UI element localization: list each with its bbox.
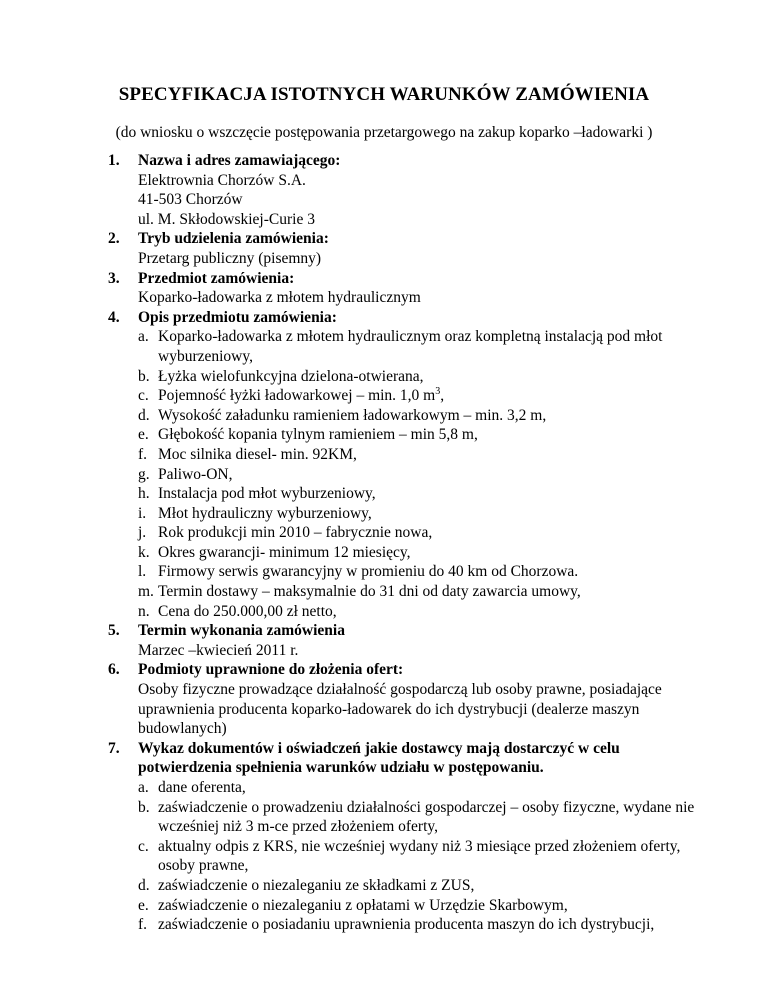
list-item [138, 876, 698, 896]
item-letter: a. [138, 328, 149, 346]
list-item [138, 465, 698, 485]
item-letter: j. [138, 524, 147, 542]
item-letter: f. [138, 916, 148, 934]
item-letter: k. [138, 543, 150, 561]
item-letter: f. [138, 445, 148, 463]
section-7 [108, 739, 698, 935]
list-item [138, 327, 698, 366]
documents-list [138, 778, 698, 935]
section-heading: Opis przedmiotu zamówienia: [138, 308, 337, 326]
list-item [138, 837, 698, 876]
item-letter: e. [138, 426, 149, 444]
section-number: 4. [108, 308, 120, 326]
section-heading: Przedmiot zamówienia: [138, 269, 295, 287]
item-text: zaświadczenie o niezaleganiu z opłatami w Urzędzie Skarbowym, [158, 896, 568, 914]
list-item [138, 523, 698, 543]
list-item [138, 602, 698, 622]
item-text: zaświadczenie o niezaleganiu ze składkami z ZUS, [158, 876, 475, 894]
section-line: Przetarg publiczny (pisemny) [138, 249, 322, 267]
section-number: 1. [108, 152, 120, 169]
item-text: dane oferenta, [158, 779, 246, 796]
item-text-suffix: , [440, 387, 445, 405]
section-2 [108, 229, 698, 268]
section-3 [108, 269, 698, 308]
section-heading: Podmioty uprawnione do złożenia ofert: [138, 661, 404, 679]
item-text: Firmowy serwis gwarancyjny w promieniu do 40 km od Chorzowa. [158, 563, 579, 581]
list-item [138, 484, 698, 504]
item-letter: n. [138, 602, 150, 620]
item-text: Głębokość kopania tylnym ramieniem – min 5,8 m, [158, 426, 478, 444]
item-text: Wysokość załadunku ramieniem ładowarkowym – min. 3,2 m, [158, 406, 547, 424]
list-item [138, 504, 698, 524]
item-letter: c. [138, 387, 149, 405]
section-heading: Tryb udzielenia zamówienia: [138, 230, 329, 248]
document-subtitle: (do wniosku o wszczęcie postępowania przetargowego na zakup koparko –ładowarki ) [115, 124, 653, 141]
section-number: 7. [108, 739, 120, 757]
document-body [108, 151, 698, 935]
item-letter: e. [138, 896, 149, 914]
list-item [138, 425, 698, 445]
list-item [138, 896, 698, 916]
section-line: Marzec –kwiecień 2011 r. [138, 641, 299, 659]
section-heading: Nazwa i adres zamawiającego: [138, 152, 341, 169]
section-heading: Wykaz dokumentów i oświadczeń jakie dostawcy mają dostarczyć w celu potwierdzenia spełnienia warunków udziału w postępowaniu. [138, 739, 620, 777]
list-item [138, 445, 698, 465]
list-item [138, 406, 698, 426]
section-number: 3. [108, 269, 120, 287]
list-item [138, 582, 698, 602]
spec-list [138, 327, 698, 621]
item-text: Rok produkcji min 2010 – fabrycznie nowa, [158, 524, 433, 542]
item-text: Koparko-ładowarka z młotem hydraulicznym oraz kompletną instalacją pod młot wyburzeniowy, [158, 328, 663, 365]
list-item [138, 386, 698, 406]
item-letter: i. [138, 504, 147, 522]
list-item [138, 915, 698, 935]
section-paragraph: Osoby fizyczne prowadzące działalność gospodarczą lub osoby prawne, posiadające uprawnienia producenta koparko-ładowarek do ich dystrybucji (dealerze maszyn budowlanych) [138, 681, 662, 738]
item-letter: d. [138, 876, 150, 894]
list-item [138, 798, 698, 837]
item-text: aktualny odpis z KRS, nie wcześniej wydany niż 3 miesiące przed złożeniem oferty, osoby prawne, [158, 837, 681, 875]
item-text: Łyżka wielofunkcyjna dzielona-otwierana, [158, 367, 424, 385]
item-text: zaświadczenie o posiadaniu uprawnienia producenta maszyn do ich dystrybucji, [158, 916, 655, 934]
item-text: zaświadczenie o prowadzeniu działalności gospodarczej – osoby fizyczne, wydane nie wcześniej niż 3 m-ce przed złożeniem oferty, [158, 798, 695, 836]
item-letter: d. [138, 406, 150, 424]
item-text: Moc silnika diesel- min. 92KM, [158, 445, 357, 463]
document-title: SPECYFIKACJA ISTOTNYCH WARUNKÓW ZAMÓWIENIA [118, 84, 650, 105]
section-number: 2. [108, 230, 120, 248]
section-5 [108, 621, 698, 660]
item-text: Instalacja pod młot wyburzeniowy, [158, 485, 376, 503]
item-superscript: 3 [435, 385, 441, 397]
section-line: Koparko-ładowarka z młotem hydraulicznym [138, 289, 421, 307]
list-item [138, 543, 698, 563]
item-text: Okres gwarancji- minimum 12 miesięcy, [158, 543, 411, 561]
list-item [138, 778, 698, 798]
section-number: 6. [108, 661, 120, 679]
item-letter: m. [138, 583, 154, 601]
section-heading: Termin wykonania zamówienia [138, 622, 345, 640]
item-letter: b. [138, 367, 150, 385]
item-text: Pojemność łyżki ładowarkowej – min. 1,0 m [158, 387, 436, 405]
item-letter: g. [138, 465, 150, 483]
item-text: Młot hydrauliczny wyburzeniowy, [158, 504, 372, 522]
section-1 [108, 151, 698, 229]
list-item [138, 367, 698, 387]
section-line: 41-503 Chorzów [138, 191, 243, 209]
section-line: ul. M. Skłodowskiej-Curie 3 [138, 210, 315, 228]
item-letter: b. [138, 798, 150, 816]
item-letter: l. [138, 563, 147, 581]
section-number: 5. [108, 622, 120, 640]
section-4 [108, 308, 698, 622]
list-item [138, 562, 698, 582]
item-text: Termin dostawy – maksymalnie do 31 dni od daty zawarcia umowy, [158, 583, 581, 601]
item-letter: a. [138, 779, 149, 796]
section-6 [108, 660, 698, 738]
item-text: Paliwo-ON, [158, 465, 233, 483]
section-line: Elektrownia Chorzów S.A. [138, 171, 306, 189]
item-text: Cena do 250.000,00 zł netto, [158, 602, 337, 620]
item-letter: h. [138, 485, 150, 503]
item-letter: c. [138, 837, 149, 855]
